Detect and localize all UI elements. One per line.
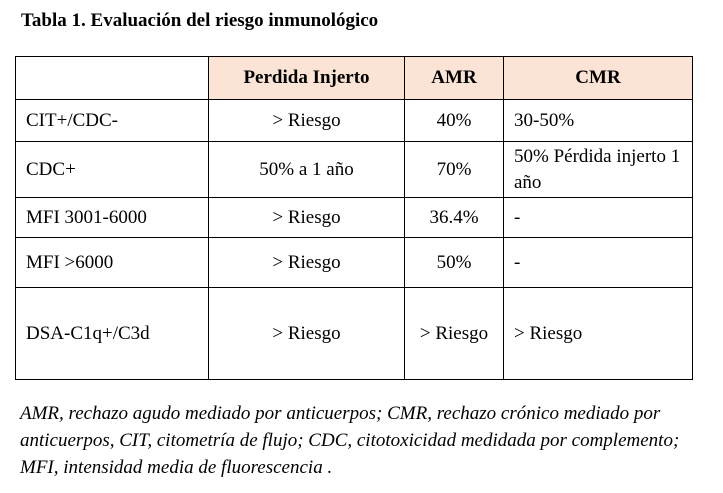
table-title: Tabla 1. Evaluación del riesgo inmunológico: [21, 10, 379, 31]
table-row: [16, 198, 693, 238]
risk-table: [15, 56, 693, 380]
header-amr: AMR: [405, 57, 504, 100]
table-row: [16, 288, 693, 380]
header-perdida-injerto: Perdida Injerto: [209, 57, 405, 100]
cell-cmr: > Riesgo: [504, 288, 693, 380]
cell-perdida-injerto: > Riesgo: [209, 100, 405, 142]
cell-perdida-injerto: > Riesgo: [209, 238, 405, 288]
row-label: CDC+: [16, 142, 209, 198]
cell-perdida-injerto: 50% a 1 año: [209, 142, 405, 198]
cell-perdida-injerto: > Riesgo: [209, 288, 405, 380]
cell-cmr: 50% Pérdida injerto 1 año: [504, 142, 693, 198]
table-header-row: [16, 57, 693, 100]
cell-perdida-injerto: > Riesgo: [209, 198, 405, 238]
cell-amr: 50%: [405, 238, 504, 288]
cell-amr: > Riesgo: [405, 288, 504, 380]
header-cell-empty: [16, 57, 209, 100]
cell-cmr: -: [504, 198, 693, 238]
table-footnote: AMR, rechazo agudo mediado por anticuerpos; CMR, rechazo crónico mediado por anticuerpos, CIT, citometría de flujo; CDC, citotoxicidad medidada por complemento; MFI, intensidad media de fluorescencia .: [20, 403, 680, 478]
header-cmr: CMR: [504, 57, 693, 100]
row-label: CIT+/CDC-: [16, 100, 209, 142]
cell-amr: 36.4%: [405, 198, 504, 238]
row-label: DSA-C1q+/C3d: [16, 288, 209, 380]
table-row: [16, 238, 693, 288]
row-label: MFI >6000: [16, 238, 209, 288]
cell-cmr: 30-50%: [504, 100, 693, 142]
row-label: MFI 3001-6000: [16, 198, 209, 238]
cell-amr: 70%: [405, 142, 504, 198]
cell-amr: 40%: [405, 100, 504, 142]
cell-cmr: -: [504, 238, 693, 288]
table-row: [16, 100, 693, 142]
table-row: [16, 142, 693, 198]
